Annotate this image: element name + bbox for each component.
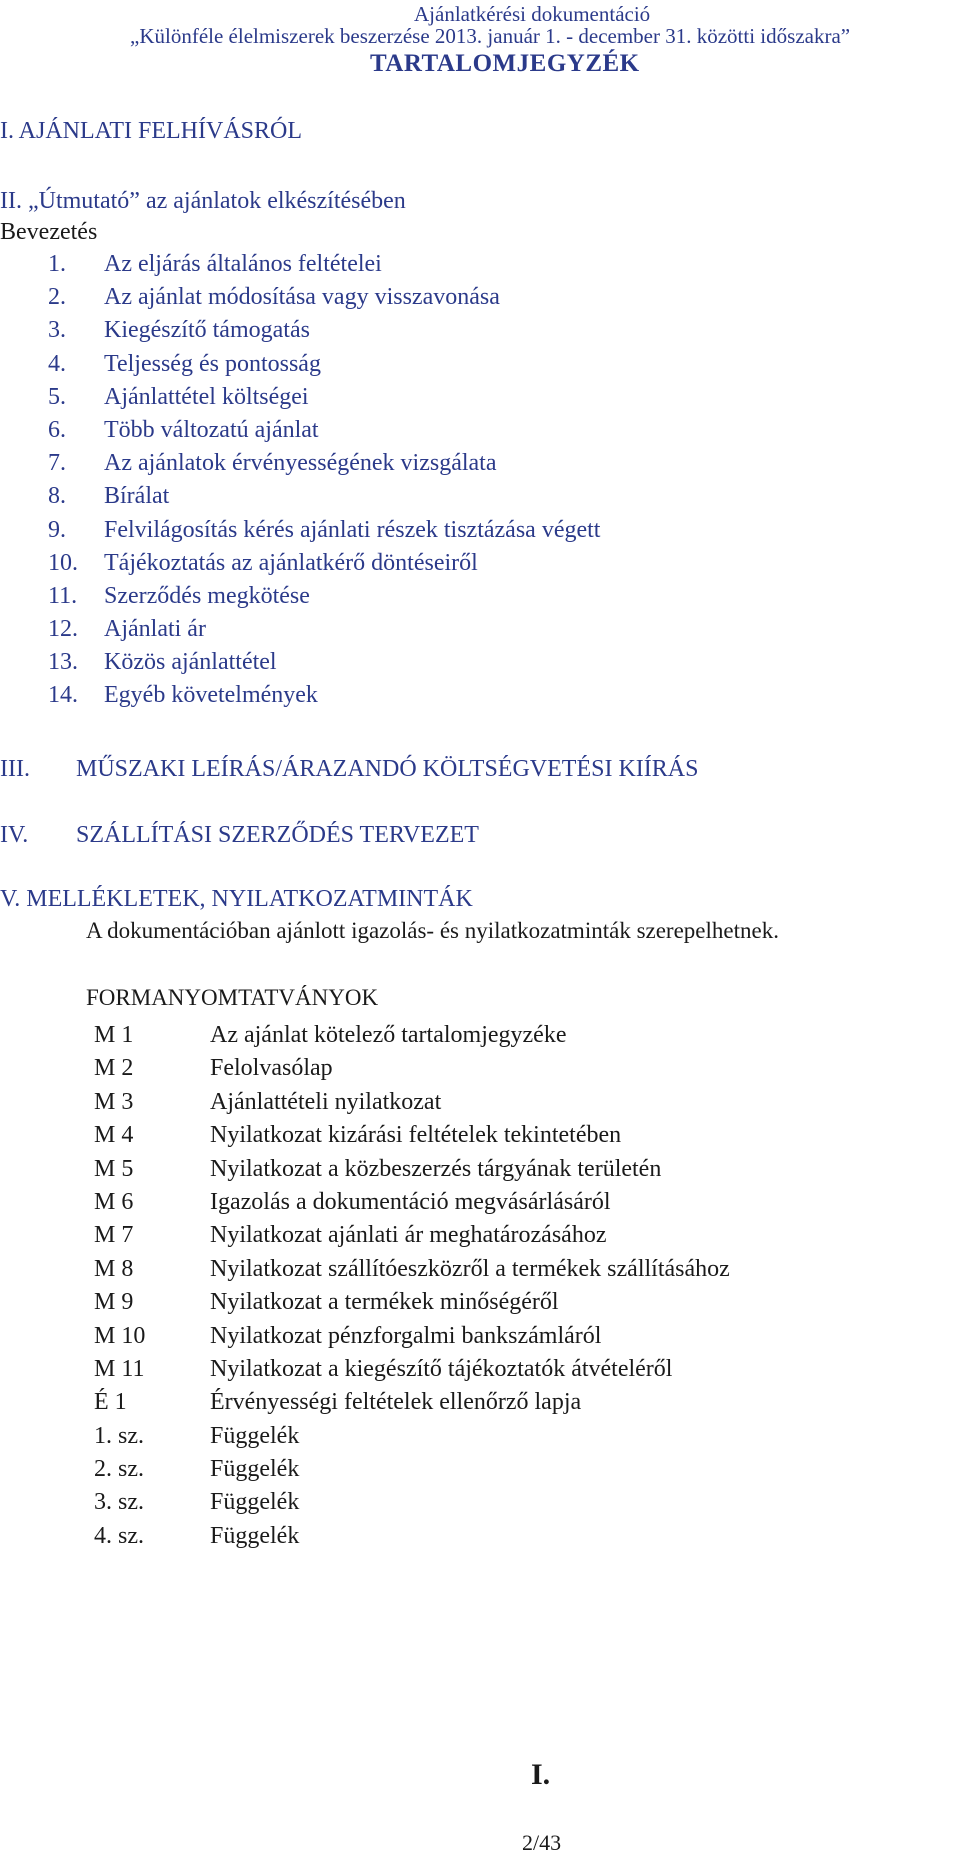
guide-item <box>48 548 600 581</box>
guide-item-number: 8. <box>48 483 66 510</box>
form-item <box>94 1220 730 1253</box>
guide-item <box>48 481 600 514</box>
document-title: Ajánlatkérési dokumentáció <box>414 2 651 26</box>
guide-item-number: 14. <box>48 682 78 709</box>
section-5-heading: V. MELLÉKLETEK, NYILATKOZATMINTÁK <box>0 886 473 912</box>
form-code: M 3 <box>94 1088 134 1115</box>
guide-item-label: Közös ajánlattétel <box>104 649 277 676</box>
section-2-heading: II. „Útmutató” az ajánlatok elkészítésében <box>0 188 406 214</box>
form-label: Nyilatkozat a kiegészítő tájékoztatók átvételéről <box>210 1355 673 1382</box>
form-code: M 1 <box>94 1022 134 1048</box>
guide-item <box>48 581 600 614</box>
form-item <box>94 1154 730 1187</box>
guide-item-label: Egyéb követelmények <box>104 682 318 709</box>
section-4-number: IV. <box>0 822 29 848</box>
section-4-heading <box>0 822 479 849</box>
guide-item-number: 10. <box>48 549 78 576</box>
guide-item-label: Kiegészítő támogatás <box>104 317 310 344</box>
form-label: Függelék <box>210 1489 300 1516</box>
form-code: M 4 <box>94 1122 134 1149</box>
guide-item <box>48 614 600 647</box>
form-code: 1. sz. <box>94 1422 144 1449</box>
form-code: É 1 <box>94 1389 127 1416</box>
form-code: 4. sz. <box>94 1522 144 1549</box>
form-label: Függelék <box>210 1522 300 1549</box>
page-number: 2/43 <box>522 1830 562 1855</box>
form-label: Nyilatkozat pénzforgalmi bankszámláról <box>210 1322 602 1349</box>
guide-item-number: 7. <box>48 450 66 477</box>
footer-section-mark: I. <box>531 1758 551 1791</box>
form-item <box>94 1053 730 1086</box>
form-label: Igazolás a dokumentáció megvásárlásáról <box>210 1188 611 1215</box>
guide-item <box>48 448 600 481</box>
guide-items-list <box>48 249 600 714</box>
form-item <box>94 1454 730 1487</box>
form-code: M 11 <box>94 1355 145 1382</box>
form-item <box>94 1020 730 1053</box>
form-item <box>94 1287 730 1320</box>
guide-item-number: 11. <box>48 582 78 609</box>
form-item <box>94 1321 730 1354</box>
guide-item-number: 13. <box>48 649 78 676</box>
form-label: Nyilatkozat ajánlati ár meghatározásához <box>210 1222 607 1249</box>
guide-item-number: 6. <box>48 416 66 443</box>
form-label: Érvényességi feltételek ellenőrző lapja <box>210 1389 582 1416</box>
section-5-note: A dokumentációban ajánlott igazolás- és nyilatkozatminták szerepelhetnek. <box>86 918 779 943</box>
guide-item-number: 4. <box>48 350 66 377</box>
form-item <box>94 1521 730 1554</box>
form-item <box>94 1254 730 1287</box>
guide-item-label: Ajánlati ár <box>104 616 206 643</box>
form-label: Az ajánlat kötelező tartalomjegyzéke <box>210 1022 567 1048</box>
section-4-label: SZÁLLÍTÁSI SZERZŐDÉS TERVEZET <box>76 822 479 848</box>
guide-item <box>48 349 600 382</box>
form-item <box>94 1120 730 1153</box>
guide-item <box>48 680 600 713</box>
form-label: Felolvasólap <box>210 1055 333 1082</box>
section-3-number: III. <box>0 756 30 782</box>
guide-item-label: Az ajánlat módosítása vagy visszavonása <box>104 284 500 311</box>
form-code: M 9 <box>94 1289 134 1316</box>
guide-item <box>48 315 600 348</box>
guide-item <box>48 382 600 415</box>
section-1-heading: I. AJÁNLATI FELHÍVÁSRÓL <box>0 118 302 144</box>
guide-item-number: 3. <box>48 317 66 344</box>
form-label: Nyilatkozat a termékek minőségéről <box>210 1289 559 1316</box>
guide-item <box>48 249 600 282</box>
guide-item-number: 1. <box>48 251 66 277</box>
form-code: M 10 <box>94 1322 146 1349</box>
form-label: Nyilatkozat szállítóeszközről a termékek szállításához <box>210 1255 730 1282</box>
guide-item-label: Teljesség és pontosság <box>104 350 321 377</box>
forms-list <box>94 1020 730 1554</box>
form-item <box>94 1487 730 1520</box>
form-label: Nyilatkozat a közbeszerzés tárgyának területén <box>210 1155 662 1182</box>
guide-item <box>48 515 600 548</box>
guide-item-number: 5. <box>48 383 66 410</box>
guide-item-label: Az ajánlatok érvényességének vizsgálata <box>104 450 497 477</box>
form-item <box>94 1354 730 1387</box>
guide-item-number: 9. <box>48 516 66 543</box>
form-code: 2. sz. <box>94 1456 144 1483</box>
toc-title: TARTALOMJEGYZÉK <box>370 50 640 77</box>
form-item <box>94 1087 730 1120</box>
form-code: M 7 <box>94 1222 134 1249</box>
form-item <box>94 1187 730 1220</box>
form-label: Függelék <box>210 1456 300 1483</box>
form-label: Ajánlattételi nyilatkozat <box>210 1088 442 1115</box>
intro-label: Bevezetés <box>0 219 98 245</box>
section-3-heading <box>0 756 698 783</box>
guide-item-label: Az eljárás általános feltételei <box>104 251 382 277</box>
guide-item <box>48 647 600 680</box>
document-subtitle: „Különféle élelmiszerek beszerzése 2013. január 1. - december 31. közötti időszakra” <box>130 24 851 48</box>
guide-item-label: Tájékoztatás az ajánlatkérő döntéseiről <box>104 549 478 576</box>
guide-item-label: Felvilágosítás kérés ajánlati részek tisztázása végett <box>104 516 601 543</box>
form-code: M 5 <box>94 1155 134 1182</box>
guide-item-label: Több változatú ajánlat <box>104 416 319 443</box>
guide-item <box>48 282 600 315</box>
guide-item-label: Bírálat <box>104 483 170 510</box>
form-label: Függelék <box>210 1422 300 1449</box>
guide-item-label: Szerződés megkötése <box>104 582 310 609</box>
forms-title: FORMANYOMTATVÁNYOK <box>86 985 379 1010</box>
form-code: M 2 <box>94 1055 134 1082</box>
form-code: 3. sz. <box>94 1489 144 1516</box>
form-item <box>94 1387 730 1420</box>
form-label: Nyilatkozat kizárási feltételek tekintetében <box>210 1122 622 1149</box>
form-code: M 8 <box>94 1255 134 1282</box>
section-3-label: MŰSZAKI LEÍRÁS/ÁRAZANDÓ KÖLTSÉGVETÉSI KIÍRÁS <box>76 756 699 782</box>
guide-item-number: 12. <box>48 616 78 643</box>
guide-item-label: Ajánlattétel költségei <box>104 383 309 410</box>
guide-item <box>48 415 600 448</box>
guide-item-number: 2. <box>48 284 66 311</box>
form-code: M 6 <box>94 1188 134 1215</box>
form-item <box>94 1421 730 1454</box>
